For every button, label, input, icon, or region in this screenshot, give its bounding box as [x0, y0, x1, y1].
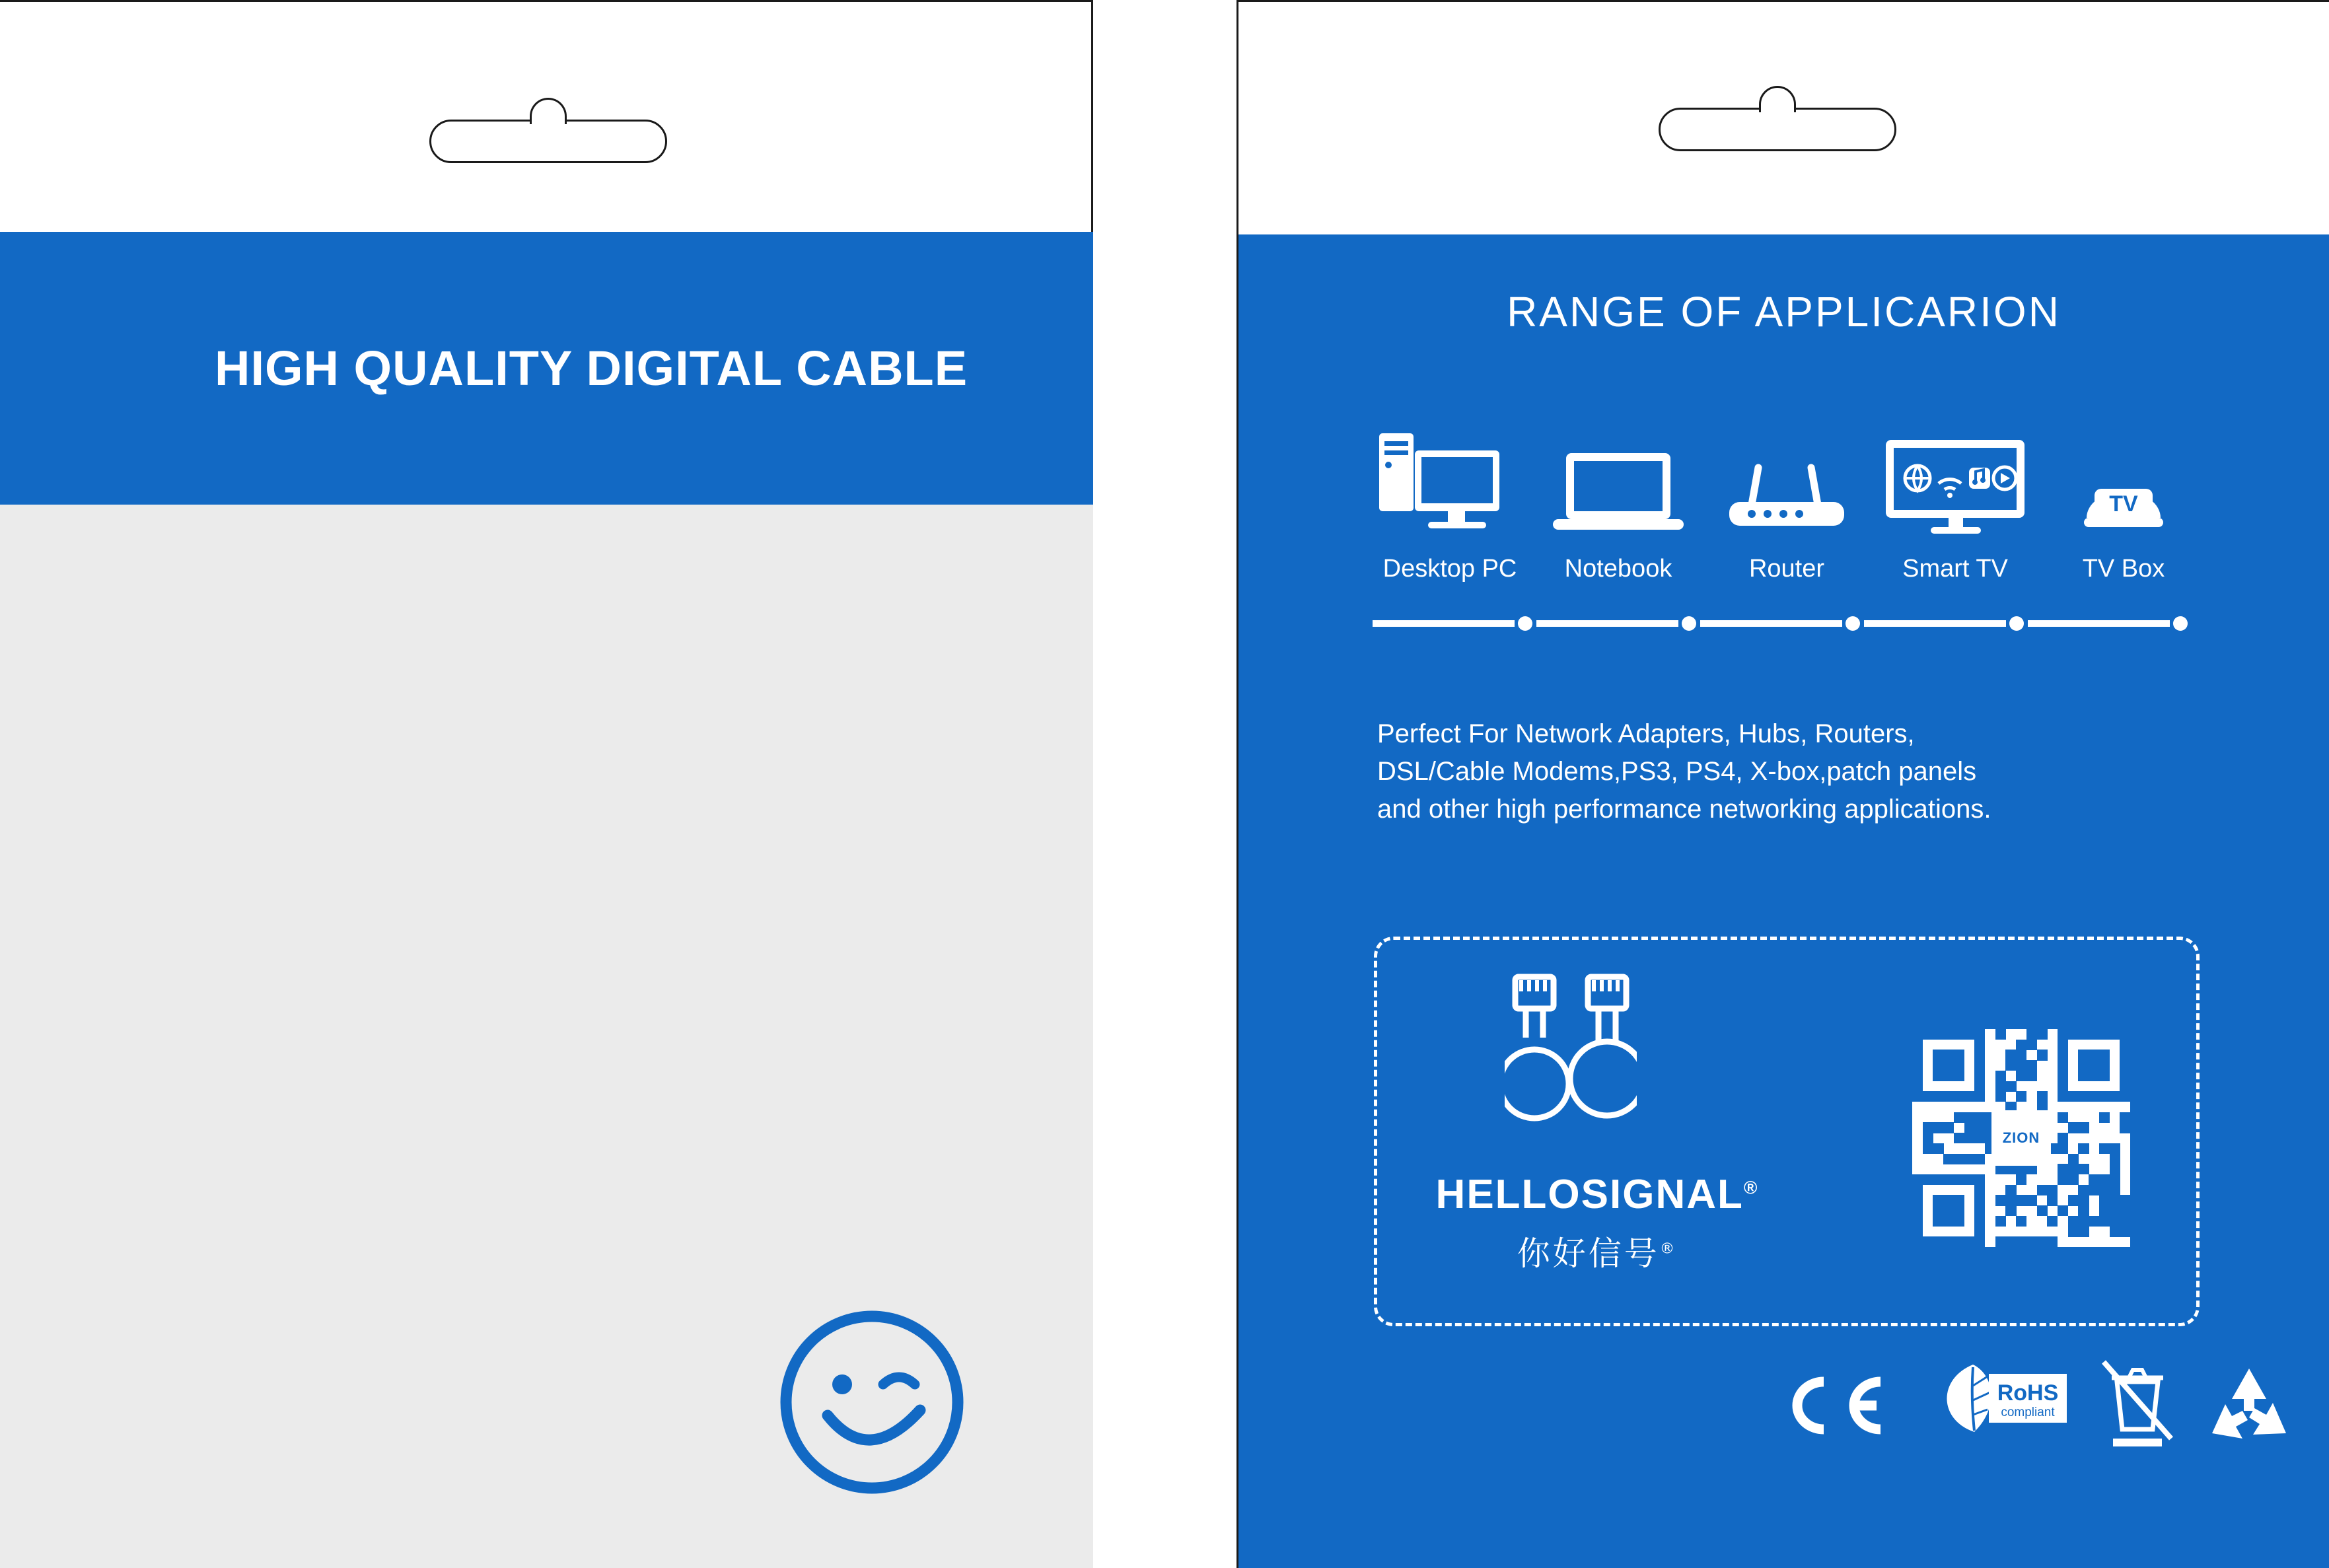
back-hang-area: [1238, 2, 2329, 230]
brand-name-cn-text: 你好信号: [1517, 1234, 1660, 1273]
qr-code[interactable]: [1912, 1029, 2130, 1247]
front-package-card: [0, 0, 1093, 1568]
ce-mark: [1780, 1372, 1892, 1442]
svg-text:TV: TV: [2109, 491, 2138, 517]
hang-hole-notch-joint: [532, 118, 564, 125]
qr-label-text: ZION: [2002, 1129, 2040, 1146]
device-smart-tv: [1876, 415, 2034, 583]
device-label: TV Box: [2082, 555, 2165, 583]
router-icon: [1717, 415, 1856, 540]
description-line: and other high performance networking applications.: [1377, 794, 1991, 824]
description-line: DSL/Cable Modems,PS3, PS4, X-box,patch panels: [1377, 756, 1977, 786]
range-of-application-heading: RANGE OF APPLICARION: [1507, 288, 2061, 336]
brand-name-en: [1399, 1171, 1795, 1218]
product-description: [1377, 715, 2216, 828]
euro-hang-hole: [1659, 108, 1896, 151]
certification-row: [1410, 1353, 2157, 1485]
ethernet-cable-icon: [1505, 973, 1637, 1138]
recycle-mark: [2203, 1365, 2295, 1454]
rohs-mark: [1932, 1359, 2071, 1442]
registered-mark: ®: [1743, 1177, 1759, 1198]
svg-text:compliant: compliant: [2001, 1406, 2055, 1419]
qr-center-label: [1991, 1110, 2051, 1166]
brand-name-cn: [1399, 1227, 1795, 1275]
weee-crossed-bin-mark: [2097, 1358, 2176, 1454]
desktop-pc-icon: [1374, 415, 1526, 540]
winking-smiley-icon: [776, 1306, 968, 1498]
smart-tv-icon: [1879, 415, 2031, 540]
euro-hang-hole: [429, 120, 667, 163]
device-label: Smart TV: [1902, 555, 2008, 583]
brand-name-en-text: HELLOSIGNAL: [1435, 1172, 1744, 1217]
svg-text:RoHS: RoHS: [1997, 1380, 2059, 1406]
device-label: Router: [1748, 555, 1825, 583]
tv-box-icon: [2071, 415, 2176, 540]
registered-mark: ®: [1659, 1240, 1678, 1258]
device-notebook: [1539, 415, 1698, 583]
front-hang-area: [0, 2, 1091, 230]
description-line: Perfect For Network Adapters, Hubs, Routers,: [1377, 719, 1915, 748]
device-desktop-pc: [1371, 415, 1529, 583]
notebook-icon: [1549, 415, 1688, 540]
device-connector-track: [1373, 616, 2200, 631]
device-router: [1707, 415, 1866, 583]
hang-hole-notch-joint: [1762, 106, 1793, 113]
device-label: Desktop PC: [1382, 555, 1517, 583]
back-package-card: [1236, 0, 2329, 1568]
application-device-row: [1371, 378, 2203, 583]
device-tv-box: [2044, 415, 2203, 583]
device-label: Notebook: [1564, 555, 1672, 583]
front-title-banner: [0, 232, 1093, 505]
front-banner-title: HIGH QUALITY DIGITAL CABLE: [215, 341, 968, 396]
